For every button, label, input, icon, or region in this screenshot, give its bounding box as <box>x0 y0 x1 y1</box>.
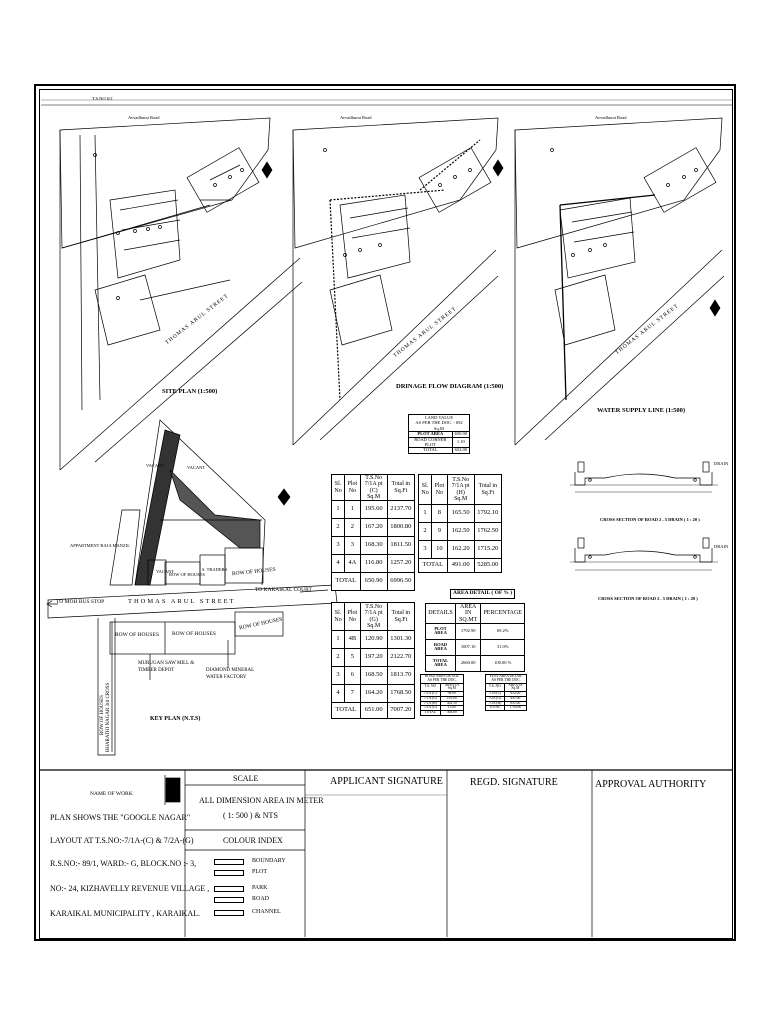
legend-swatch <box>214 897 244 903</box>
area-detail-title: AREA DETAIL ( OF % ) <box>450 589 515 599</box>
table-cell: 1715.20 <box>474 541 501 559</box>
drainage-road-label: THOMAS ARUL STREET <box>392 305 459 359</box>
legend-boundary <box>214 858 294 867</box>
key-vacant-1: VACANT <box>146 463 165 468</box>
col-sl-no: Sl. No <box>332 475 345 501</box>
table-cell: 2 <box>345 519 361 537</box>
land-value-label: PLOT AREA <box>409 432 453 438</box>
table-cell: 69.2% <box>481 623 525 639</box>
key-row-houses-4: ROW OF HOUSES <box>172 631 216 637</box>
table-cell: 1 <box>345 501 361 519</box>
table-total-label: TOTAL <box>332 573 361 591</box>
key-right-arrow-label: TO KARAIKAL COURT <box>255 587 312 593</box>
name-of-work-line: R.S.NO:- 89/1, WARD:- G, BLOCK.NO :- 3, <box>50 859 197 868</box>
name-of-work-label: NAME OF WORK <box>90 791 133 797</box>
name-of-work-line: PLAN SHOWS THE "GOOGLE NAGAR" <box>50 813 191 822</box>
site-plan-title: SITE PLAN (1:500) <box>162 388 218 395</box>
drain-label-1: DRAIN <box>714 461 729 466</box>
table-total-sqft: 6996.50 <box>387 573 414 591</box>
cross-section-1-title: CROSS SECTION OF ROAD 2 . 5 DRAIN ( 1 : 20 ) <box>600 517 700 522</box>
table-cell: 2 <box>332 649 345 667</box>
land-value-label: TOTAL <box>409 448 453 454</box>
key-row-houses-3: ROW OF HOUSES <box>115 632 159 638</box>
col-plot-no: Plot No <box>345 475 361 501</box>
table-cell: 1800.80 <box>387 519 414 537</box>
drainage-plan-title: DRINAGE FLOW DIAGRAM (1:500) <box>396 383 504 390</box>
table-cell: 1007.10 <box>455 639 481 655</box>
table-total-sqft: 7007.20 <box>387 703 414 719</box>
col-ts-sqm: T.S.No 7/1A pt (H) Sq.M <box>447 475 474 505</box>
legend-channel <box>214 909 294 918</box>
name-of-work-line: KARAIKAL MUNICIPALITY , KARAIKAL. <box>50 909 200 918</box>
table-cell: 4 <box>332 555 345 573</box>
key-street-label: THOMAS ARUL STREET <box>128 598 236 605</box>
legend-label: PLOT <box>252 869 267 875</box>
table-cell: 1 <box>419 505 432 523</box>
table-cell: 2137.70 <box>387 501 414 519</box>
table-cell: 15.00 <box>440 706 463 711</box>
table-total-sqft: 5285.00 <box>474 559 501 573</box>
col-total-sqft: Total in Sq.Ft <box>387 603 414 631</box>
drain-label-2: DRAIN <box>714 544 729 549</box>
table-cell: TOTAL <box>486 706 505 711</box>
table-cell: 7/1A (C) <box>486 692 505 697</box>
table-cell: 7/1A (G) <box>421 696 441 701</box>
legend-road <box>214 896 294 905</box>
col-ts-no: T.S. NO <box>421 683 441 692</box>
table-cell: 195.00 <box>440 696 463 701</box>
table-cell: 2660.00 <box>455 655 481 671</box>
scale-label: SCALE <box>233 774 259 783</box>
key-side-block: ROW OF HOUSES <box>100 695 105 735</box>
plot-area-table <box>485 674 527 711</box>
applicant-signature-label: APPLICANT SIGNATURE <box>330 776 443 787</box>
col-total-sqft: Total in Sq.Ft <box>474 475 501 505</box>
table-cell: 100.00 % <box>481 655 525 671</box>
plot-area-title: PLOT AREA DETAIL AS PER THE DOC. <box>486 675 527 684</box>
table-cell: 165.50 <box>447 505 474 523</box>
table-cell: 197.20 <box>360 649 387 667</box>
top-road-label-1: T.S.NO 6/2 <box>92 96 113 101</box>
plot-table-3 <box>331 602 415 719</box>
col-plot-no: Plot No <box>432 475 448 505</box>
table-cell: 10 <box>432 541 448 559</box>
col-ts-sqm: T.S.No 7/1A pt (G) Sq.M <box>360 603 387 631</box>
top-road-name-water: Avvadhurai Road <box>595 115 627 120</box>
colour-index-label: COLOUR INDEX <box>223 836 283 845</box>
regd-signature-label: REGD. SIGNATURE <box>470 777 558 788</box>
land-value-table <box>408 414 470 454</box>
table-cell: 7 <box>345 685 361 703</box>
table-cell: 1 <box>332 631 345 649</box>
key-row-houses-1: ROW OF HOUSES <box>169 572 205 577</box>
table-cell: 1301.30 <box>387 631 414 649</box>
table-cell: 1 <box>332 501 345 519</box>
table-cell: 3 <box>419 541 432 559</box>
plot-table-1 <box>331 474 415 591</box>
table-cell: 4B <box>345 631 361 649</box>
legend-swatch <box>214 870 244 876</box>
table-cell: 302.10 <box>440 701 463 706</box>
key-plan-title: KEY PLAN (N.T.S) <box>150 716 201 722</box>
table-cell: 120.90 <box>360 631 387 649</box>
water-plan-title: WATER SUPPLY LINE (1:500) <box>597 407 686 414</box>
table-cell: 195.60 <box>360 501 387 519</box>
area-detail-table <box>425 603 525 672</box>
table-cell: 1792.10 <box>474 505 501 523</box>
table-cell: 1794.00 <box>504 706 526 711</box>
table-total-label: TOTAL <box>419 559 448 573</box>
approval-authority-label: APPROVAL AUTHORITY <box>595 779 707 790</box>
table-cell: 2122.70 <box>387 649 414 667</box>
scale-value-1: ALL DIMENSION AREA IN METER <box>199 796 324 805</box>
col-total-sqft: Total in Sq.Ft <box>387 475 414 501</box>
table-cell: 651.00 <box>504 701 526 706</box>
table-total-sqm: 650.90 <box>360 573 387 591</box>
key-left-arrow-label: TO MOH BUS STOP <box>56 599 105 605</box>
table-cell: TOTAL AREA <box>426 655 456 671</box>
cross-section-drawings <box>570 462 718 570</box>
table-cell: 1792.90 <box>455 623 481 639</box>
table-cell: 6 <box>345 667 361 685</box>
road-area-title: ROAD AREA DETAIL AS PER THE DOC. <box>421 675 464 684</box>
table-cell: 168.50 <box>360 667 387 685</box>
table-cell: 7/1A (C) <box>421 692 441 697</box>
col-ts-sqm: T.S.No 7/1A pt (C) Sq.M <box>360 475 387 501</box>
table-cell: 1257.20 <box>387 555 414 573</box>
table-cell: 168.30 <box>360 537 387 555</box>
col-sl-no: Sl. No <box>419 475 432 505</box>
table-cell: 167.20 <box>360 519 387 537</box>
key-vacant-3: VACANT <box>156 569 175 574</box>
legend-label: CHANNEL <box>252 909 281 915</box>
table-cell: 3 <box>345 537 361 555</box>
legend-label: ROAD <box>252 896 270 902</box>
table-cell: 98.00 <box>440 692 463 697</box>
col-area: AREA IN SQ.MT <box>455 604 481 624</box>
land-value-title: LAND VALUE <box>424 415 454 420</box>
key-traders: S. TRADERS <box>202 567 228 572</box>
key-saw-mill: MURUGAN SAW MILL & TIMBER DEPOT <box>138 661 195 673</box>
table-cell: 7/1A (H) <box>421 701 441 706</box>
key-row-houses-2: ROW OF HOUSES <box>231 566 277 578</box>
table-cell: 1762.50 <box>474 523 501 541</box>
legend-swatch <box>214 859 244 865</box>
col-area: AREA IN Sq.M <box>504 683 526 692</box>
table-cell: 4A <box>345 555 361 573</box>
table-cell: 7/2A (G) <box>421 706 441 711</box>
land-value-value: 652.00 <box>452 448 469 454</box>
water-road-label: THOMAS ARUL STREET <box>614 302 681 356</box>
table-cell: 8 <box>432 505 448 523</box>
table-cell: ROAD AREA <box>426 639 456 655</box>
north-block-marker <box>166 778 180 802</box>
table-cell: 2 <box>332 519 345 537</box>
name-of-work-line: LAYOUT AT T.S.NO:-7/1A-(C) & 7/2A-(G) <box>50 836 194 845</box>
table-cell: PLOT AREA <box>426 623 456 639</box>
key-row-houses-5: ROW OF HOUSES <box>238 616 283 632</box>
table-cell: 7/2A (G) <box>486 696 505 701</box>
legend-swatch <box>214 910 244 916</box>
table-cell: 304.60 <box>440 711 463 716</box>
land-value-value: 1.10 <box>452 437 469 447</box>
table-cell: 116.80 <box>360 555 387 573</box>
table-total-label: TOTAL <box>332 703 361 719</box>
table-cell: 9 <box>432 523 448 541</box>
key-mineral-water: DIAMOND MINERAL WATER FACTORY <box>206 668 255 680</box>
table-cell: 3 <box>332 667 345 685</box>
table-cell: 162.20 <box>447 541 474 559</box>
key-vacant-2: VACANT <box>187 465 206 470</box>
land-value-value: 650.90 <box>452 432 469 438</box>
key-side-road: BHARATHI NAGAR 3rd CROSS <box>106 682 111 752</box>
table-cell: TOTAL <box>421 711 441 716</box>
table-cell: 5 <box>345 649 361 667</box>
table-cell: 2 <box>419 523 432 541</box>
legend-swatch <box>214 886 244 892</box>
scale-value-2: ( 1: 500 ) & NTS <box>223 811 278 820</box>
top-road-name-site: Avvadhurai Road <box>128 115 160 120</box>
table-total-sqm: 651.00 <box>360 703 387 719</box>
table-cell: 31.0% <box>481 639 525 655</box>
table-cell: 164.20 <box>360 685 387 703</box>
col-percentage: PERCENTAGE <box>481 604 525 624</box>
col-area: AREA IN Sq.M <box>440 683 463 692</box>
legend-label: BOUNDARY <box>252 858 286 864</box>
key-apartment: APPARTMENT BAJA MANZIL <box>70 543 130 548</box>
table-cell: 491.00 <box>504 696 526 701</box>
plot-table-2 <box>418 474 502 573</box>
top-road-name-drainage: Avvadhurai Road <box>340 115 372 120</box>
road-area-table <box>420 674 464 716</box>
col-ts-no: T.S. NO <box>486 683 505 692</box>
col-plot-no: Plot No <box>345 603 361 631</box>
table-cell: 4 <box>332 685 345 703</box>
cross-section-2-title: CROSS SECTION OF ROAD 2 . 5 DRAIN ( 1 : 20 ) <box>598 596 698 601</box>
north-arrow-icon <box>278 489 290 505</box>
legend-park <box>214 885 294 894</box>
name-of-work-line: NO:- 24, KIZHAVELLY REVENUE VILLAGE , <box>50 884 210 893</box>
table-cell: 3 <box>332 537 345 555</box>
legend-label: PARK <box>252 885 268 891</box>
table-cell: 1811.50 <box>387 537 414 555</box>
col-details: DETAILS <box>426 604 456 624</box>
table-total-sqm: 491.00 <box>447 559 474 573</box>
table-cell: 1768.50 <box>387 685 414 703</box>
table-cell: 652.00 <box>504 692 526 697</box>
table-cell: 7/1A (H) <box>486 701 505 706</box>
table-cell: 1813.70 <box>387 667 414 685</box>
table-cell: 162.50 <box>447 523 474 541</box>
legend-plot <box>214 869 294 878</box>
land-value-label: ROAD CORNER PLOT <box>409 437 453 447</box>
site-road-label: THOMAS ARUL STREET <box>164 292 231 346</box>
col-sl-no: Sl. No <box>332 603 345 631</box>
land-value-subtitle: AS PER THE DOC. - 692 Sq.M <box>415 420 463 431</box>
